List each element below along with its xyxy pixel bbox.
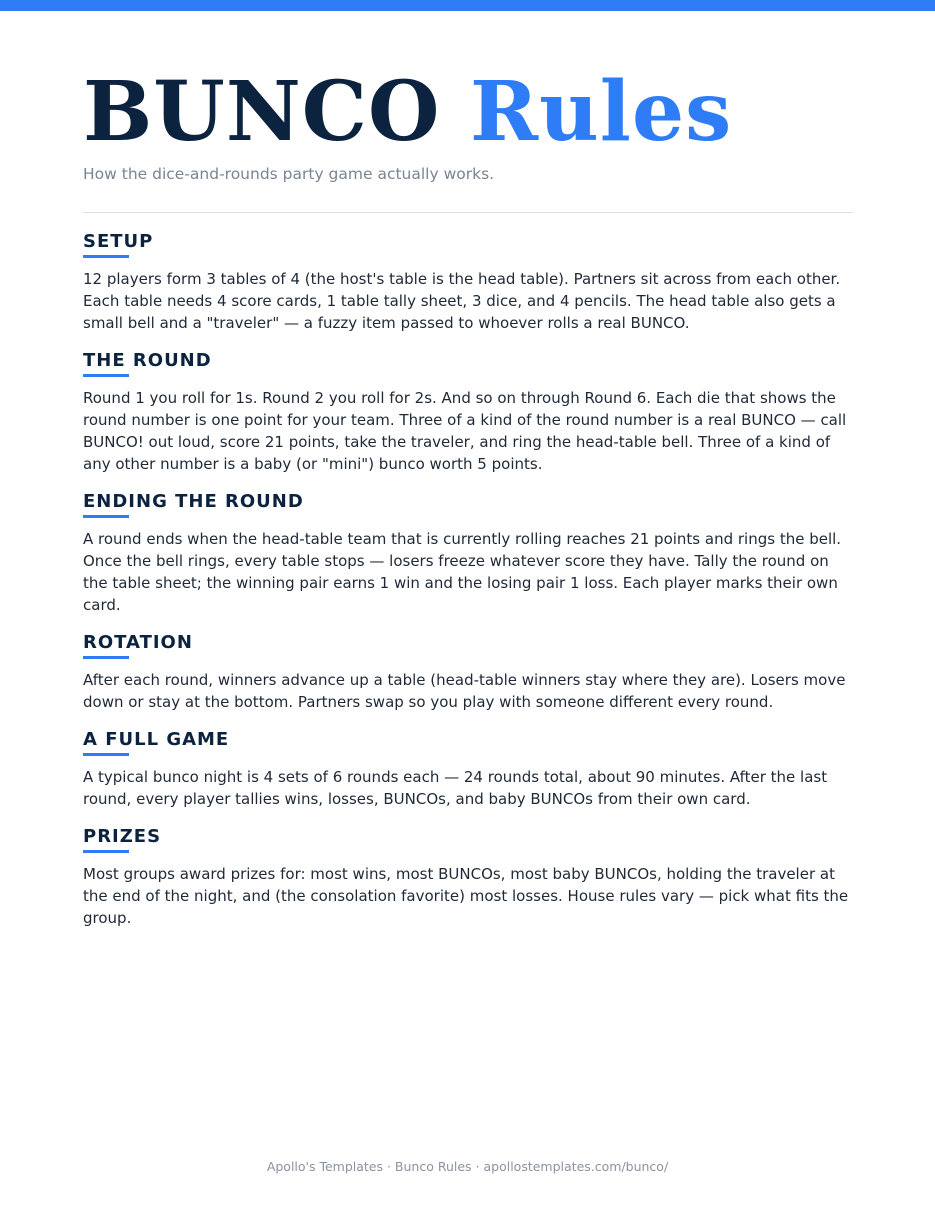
page-subtitle: How the dice-and-rounds party game actually works. xyxy=(83,165,495,183)
section-body: A typical bunco night is 4 sets of 6 rounds each — 24 rounds total, about 90 minutes. After the last round, every player tallies wins, losses, BUNCOs, and baby BUNCOs from their own card. xyxy=(83,768,828,808)
section-body: 12 players form 3 tables of 4 (the host's table is the head table). Partners sit across from each other. Each table needs 4 score cards, 1 table tally sheet, 3 dice, and 4 pencils. The head table also gets a small bell and a "traveler" — a fuzzy item passed to whoever rolls a real BUNCO. xyxy=(83,270,841,332)
section-a-full-game xyxy=(83,728,853,810)
section-prizes xyxy=(83,825,853,929)
section-body: Round 1 you roll for 1s. Round 2 you roll for 2s. And so on through Round 6. Each die that shows the round number is one point for your team. Three of a kind of the round number is a real BUNCO — call BUNCO! out loud, score 21 points, take the traveler, and ring the head-table bell. Three of a kind of any other number is a baby (or "mini") bunco worth 5 points. xyxy=(83,389,847,473)
header-divider xyxy=(83,212,853,213)
section-body: After each round, winners advance up a table (head-table winners stay where they are). Losers move down or stay at the bottom. Partners swap so you play with someone different every round. xyxy=(83,671,846,711)
section-heading: PRIZES xyxy=(83,826,162,847)
section-ending-the-round xyxy=(83,490,853,616)
page-footer: Apollo's Templates · Bunco Rules · apollostemplates.com/bunco/ xyxy=(266,1159,669,1174)
section-body: A round ends when the head-table team that is currently rolling reaches 21 points and rings the bell. Once the bell rings, every table stops — losers freeze whatever score they have. Tally the round on the table sheet; the winning pair earns 1 win and the losing pair 1 loss. Each player marks their own card. xyxy=(83,530,842,614)
section-setup xyxy=(83,230,853,334)
heading-underline xyxy=(83,753,129,756)
section-rotation xyxy=(83,631,853,713)
heading-underline xyxy=(83,515,129,518)
section-body: Most groups award prizes for: most wins, most BUNCOs, most baby BUNCOs, holding the traveler at the end of the night, and (the consolation favorite) most losses. House rules vary — pick what fits the group. xyxy=(83,865,849,927)
section-heading: THE ROUND xyxy=(83,350,212,371)
section-heading: ROTATION xyxy=(83,632,193,653)
section-heading: ENDING THE ROUND xyxy=(83,491,304,512)
section-heading: SETUP xyxy=(83,231,154,252)
page-title xyxy=(83,62,853,162)
heading-underline xyxy=(83,255,129,258)
page-content xyxy=(83,62,853,929)
heading-underline xyxy=(83,850,129,853)
section-heading: A FULL GAME xyxy=(83,729,230,750)
title-main: BUNCO xyxy=(83,64,441,160)
top-accent-bar xyxy=(0,0,935,11)
heading-underline xyxy=(83,374,129,377)
title-accent: Rules xyxy=(470,64,733,160)
heading-underline xyxy=(83,656,129,659)
section-the-round xyxy=(83,349,853,475)
